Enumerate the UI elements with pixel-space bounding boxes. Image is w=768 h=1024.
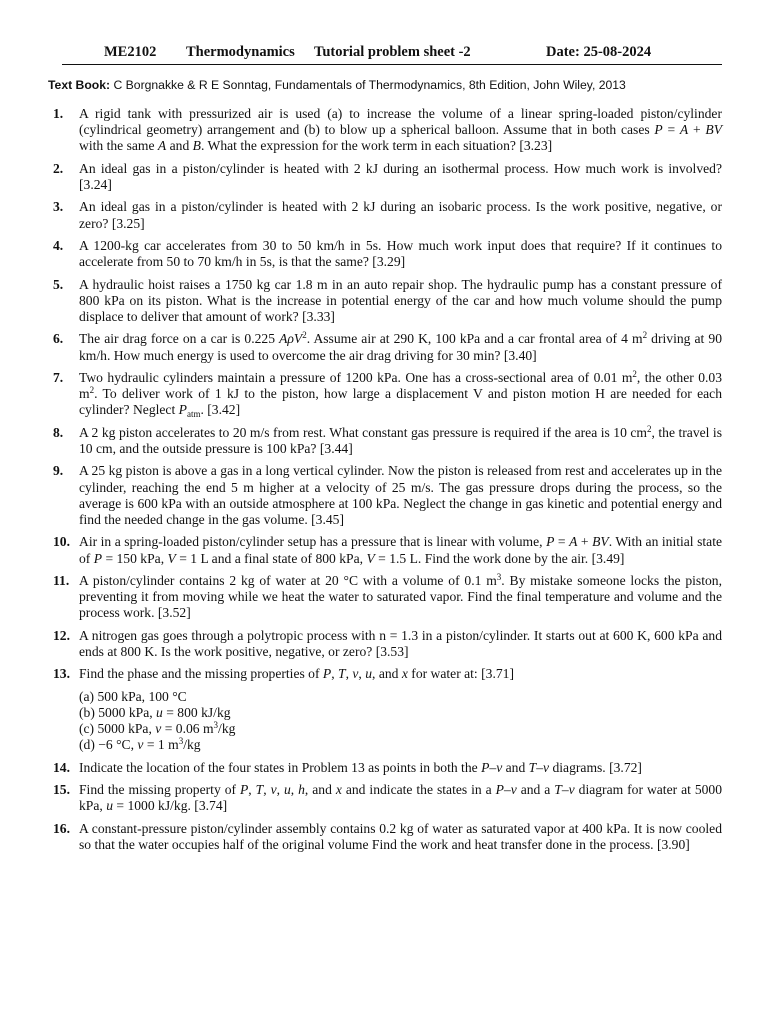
problem-13-parts	[79, 689, 722, 754]
problem-number: 15.	[53, 781, 70, 797]
problem-ref: [3.42]	[207, 402, 241, 418]
problem-4	[48, 238, 722, 270]
problem-number: 16.	[53, 820, 70, 836]
problem-number: 7.	[53, 369, 64, 385]
problem-14: 14. Indicate the location of the four states in Problem 13 as points in both the P–v and T–v diagrams. [3.72]	[53, 759, 642, 775]
problem-number: 8.	[53, 424, 64, 440]
problem-text: A 1200-kg car accelerates from 30 to 50 km/h in 5s. How much work input does that require? If it continues to accelerate from 50 to 70 km/h in 5s, is that the same? [3.29]	[79, 237, 722, 270]
problem-number: 1.	[53, 106, 64, 121]
part-c: (c) 5000 kPa, v = 0.06 $m^3/kg$	[79, 719, 236, 736]
problem-8: 8. A 2 kg piston accelerates to 20 m/s from rest. What constant gas pressure is required if the area is 10 $cm^2$, the travel is 10 cm, and the outside pressure is 100 kPa? [3.44]	[53, 423, 722, 456]
problem-ref: [3.71]	[481, 666, 514, 682]
part-a: (a) 500 kPa, 100 °C	[79, 688, 187, 704]
problem-text: A 25 kg piston is above a gas in a long vertical cylinder. Now the piston is released from rest and accelerates up in the cylinder, reaching the end 5 m higher at a velocity of 25 m/s. The gas pressure drops during the process, so the average is 600 kPa with an outside atmosphere at 100 kPa. Neglect the change in gas kinetic and potential energy and find the needed change in the gas volume. [3.45]	[79, 463, 722, 527]
problem-15: 15. Find the missing property of P, T, v, u, h, and x and indicate the states in a P–v and a T–v diagram for water at 5000 kPa, u = 1000 kJ/kg. [3.74]	[53, 781, 723, 814]
problem-number: 11.	[53, 572, 70, 588]
problem-6: 6. The air drag force on a car is 0.225 AρV$^2$. Assume air at 290 K, 100 kPa and a car frontal area of 4 $m^2$ driving at 90 km/h. How much energy is used to overcome the air drag driving for 30 min? [3.40]	[53, 330, 722, 363]
problem-number: 12.	[53, 627, 70, 643]
problem-text: An ideal gas in a piston/cylinder is heated with 2 kJ during an isobaric process. Is the work positive, negative, or zero? [3.25]	[79, 199, 722, 231]
problem-ref: [3.74]	[194, 798, 228, 814]
problem-number: 13.	[53, 666, 70, 682]
textbook-citation: C Borgnakke & R E Sonntag, Fundamentals of Thermodynamics, 8th Edition, John Wiley, 2013	[113, 78, 626, 92]
problem-number: 10.	[53, 534, 70, 550]
problem-ref: [3.40]	[503, 347, 537, 363]
problem-13: 13. Find the phase and the missing properties of P, T, v, u, and x for water at: [3.71] (a) 500 kPa, 100 °C (b) 5000 kPa, u = 800 kJ/kg (c) 5000 kPa, v = 0.06 $m^3/kg$ (d) −6 °C, v = 1 $m^3/kg$	[48, 666, 722, 753]
problem-16	[48, 821, 722, 853]
problem-ref: [3.52]	[157, 605, 191, 621]
problem-12	[48, 628, 722, 660]
problem-text: An ideal gas in a piston/cylinder is heated with 2 kJ during an isothermal process. How much work is involved? [3.24]	[79, 160, 722, 192]
problem-number: 14.	[53, 759, 70, 775]
problem-list	[48, 106, 722, 859]
problem-7: 7. Two hydraulic cylinders maintain a pressure of 1200 kPa. One has a cross-sectional area of 0.01 $m^2$, the other 0.03 $m^2$. To deliver work of 1 kJ to the piston, how large a displacement V and piston motion H are needed for each cylinder? Neglect $P_{atm}$. [3.42]	[53, 368, 722, 420]
problem-9	[48, 463, 722, 528]
problem-ref: [3.72]	[609, 759, 642, 775]
problem-text: A constant-pressure piston/cylinder assembly contains 0.2 kg of water as saturated vapor at 400 kPa. It is now cooled so that the water occupies half of the original volume Find the work and heat transfer done in the process. [3.90]	[79, 820, 722, 852]
problem-number: 6.	[53, 331, 64, 347]
textbook-label: Text Book:	[48, 78, 111, 92]
part-d: (d) −6 °C, v = 1 $m^3/kg$	[79, 736, 201, 753]
page-header	[62, 42, 722, 65]
problem-number: 9.	[53, 463, 64, 479]
sheet-title: Tutorial problem sheet -2	[314, 44, 471, 60]
part-b: (b) 5000 kPa, u = 800 kJ/kg	[79, 704, 231, 720]
problem-text: A hydraulic hoist raises a 1750 kg car 1.8 m in an auto repair shop. The hydraulic pump has a constant pressure of 800 kPa on its piston. What is the increase in potential energy of the car and how much volume should the pump displace to deliver that amount of work? [3.33]	[79, 276, 722, 324]
problem-text: A nitrogen gas goes through a polytropic process with n = 1.3 in a piston/cylinder. It starts out at 600 K, 600 kPa and ends at 800 K. Is the work positive, negative, or zero? [3.53]	[79, 627, 722, 659]
textbook-reference	[48, 78, 738, 92]
problem-number: 5.	[53, 276, 64, 292]
problem-number: 2.	[53, 160, 64, 176]
problem-number: 3.	[53, 199, 64, 215]
problem-ref: [3.23]	[519, 138, 553, 154]
problem-number: 4.	[53, 237, 64, 253]
course-code: ME2102	[104, 44, 157, 60]
sheet-date: Date: 25-08-2024	[546, 44, 652, 60]
course-subject: Thermodynamics	[186, 44, 295, 60]
problem-3	[48, 199, 722, 231]
problem-5	[48, 277, 722, 326]
problem-1: 1. A rigid tank with pressurized air is used (a) to increase the volume of a linear spring-loaded piston/cylinder (cylindrical geometry) arrangement and (b) to blow up a spherical balloon. Assume that in both cases P = A + BV with the same A and B. What the expression for the work term in each situation? [3.23]	[53, 106, 722, 154]
problem-10: 10. Air in a spring-loaded piston/cylinder setup has a pressure that is linear with volume, P = A + BV. With an initial state of P = 150 kPa, V = 1 L and a final state of 800 kPa, V = 1.5 L. Find the work done by the air. [3.49]	[53, 534, 723, 566]
problem-ref: [3.44]	[319, 440, 353, 456]
problem-2	[48, 161, 722, 193]
problem-ref: [3.49]	[591, 550, 625, 566]
problem-11: 11. A piston/cylinder contains 2 kg of water at 20 °C with a volume of 0.1 $m^3$. By mistake someone locks the piston, preventing it from moving while we heat the water to saturated vapor. Find the final temperature and volume and the process work. [3.52]	[53, 571, 722, 621]
